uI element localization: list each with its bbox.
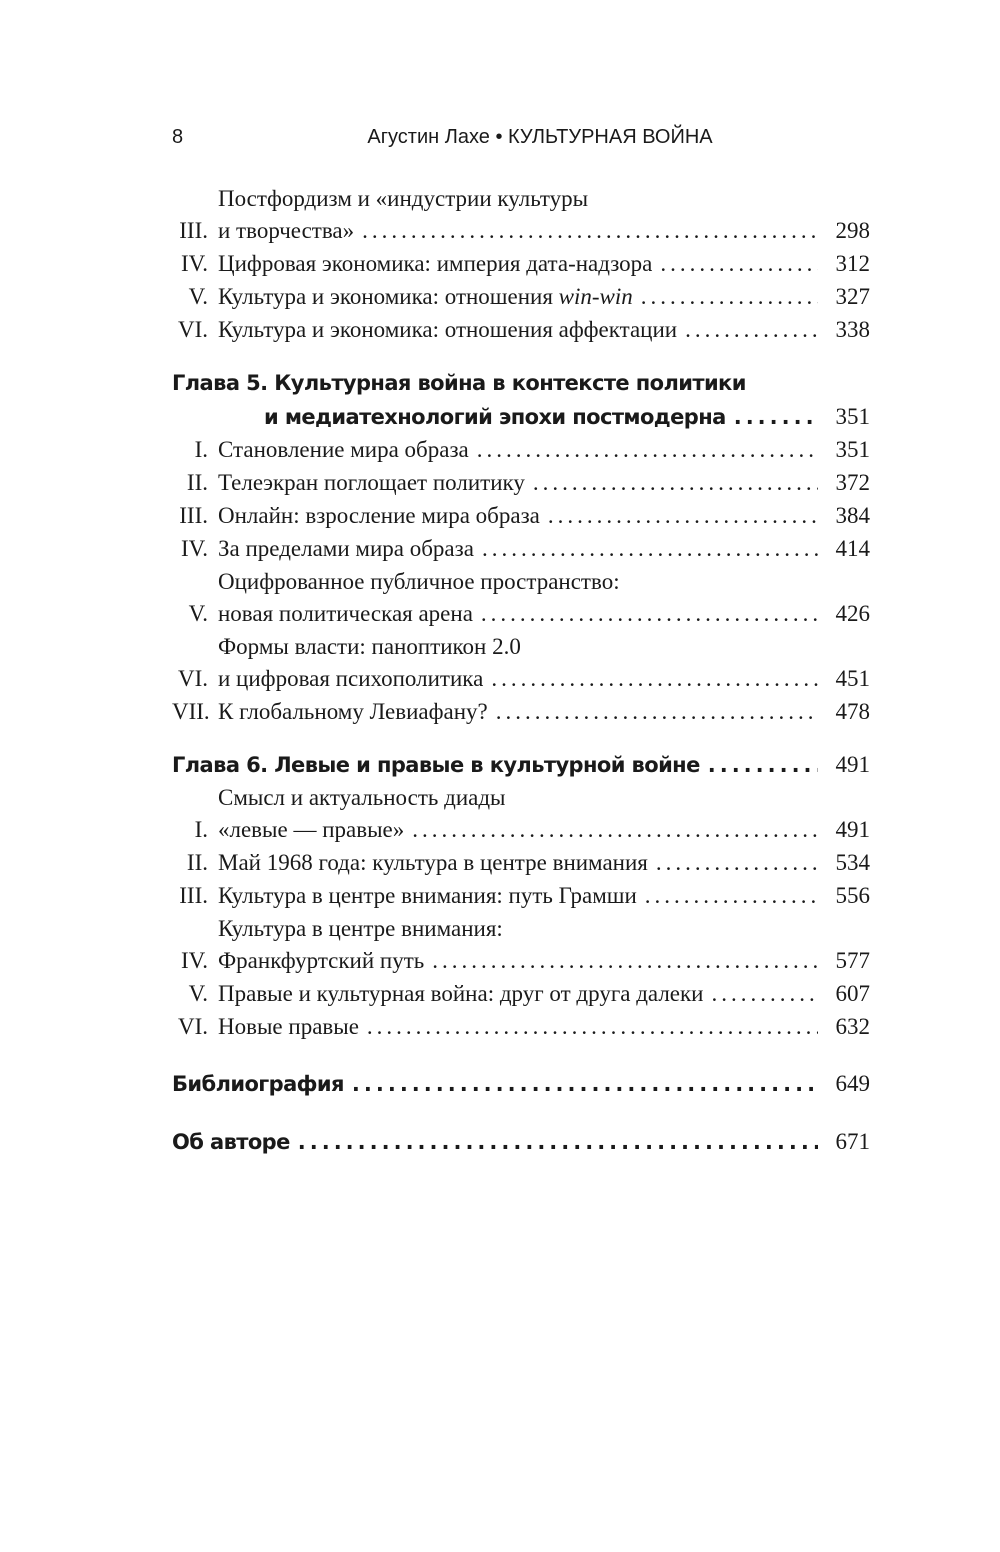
- page-ref: 338: [835, 317, 870, 342]
- toc-entry[interactable]: [172, 631, 870, 695]
- running-title: Агустин Лахе • КУЛЬТУРНАЯ ВОЙНА: [367, 126, 713, 148]
- section-number: I.: [194, 817, 208, 842]
- toc-entry[interactable]: [172, 533, 870, 565]
- section-number: VI.: [177, 666, 208, 691]
- toc-entry[interactable]: [172, 566, 870, 630]
- section-number: III.: [179, 883, 208, 908]
- leader-dots: [641, 281, 818, 313]
- leader-dots: [482, 533, 818, 565]
- section-title: За пределами мира образа: [218, 536, 474, 561]
- section-title: Франкфуртский путь: [218, 948, 425, 973]
- toc-entry[interactable]: [172, 880, 870, 912]
- section-title: Становление мира образа: [218, 437, 469, 462]
- section-title: Правые и культурная война: друг от друга далеки: [218, 981, 704, 1006]
- section-title: и цифровая психополитика: [218, 666, 484, 691]
- italic-term: win-win: [558, 284, 633, 309]
- leader-dots: [660, 248, 818, 280]
- leader-dots: [367, 1011, 818, 1043]
- leader-dots: [412, 814, 818, 846]
- section-title: Май 1968 года: культура в центре внимания: [218, 850, 648, 875]
- page-ref: 372: [835, 470, 870, 495]
- section-title: Новые правые: [218, 1014, 359, 1039]
- leader-dots: [712, 978, 819, 1010]
- page-ref: 478: [835, 699, 870, 724]
- chapter-title: Глава 5. Культурная война в контексте политики: [172, 371, 746, 395]
- page-ref: 671: [835, 1129, 870, 1154]
- toc-entry[interactable]: [172, 467, 870, 499]
- page-ref: 534: [835, 850, 870, 875]
- leader-dots: [708, 748, 818, 782]
- leader-dots: [477, 434, 818, 466]
- page-ref: 312: [835, 251, 870, 276]
- toc-entry[interactable]: [172, 500, 870, 532]
- page-ref: 491: [835, 752, 870, 777]
- section-title: Культура и экономика: отношения аффектации: [218, 317, 678, 342]
- leader-dots: [432, 945, 818, 977]
- page-ref: 632: [835, 1014, 870, 1039]
- toc-entry[interactable]: [172, 314, 870, 346]
- toc-chapter-5[interactable]: [172, 366, 870, 434]
- toc-entry[interactable]: [172, 1011, 870, 1043]
- page-ref: 577: [835, 948, 870, 973]
- leader-dots: [533, 467, 818, 499]
- toc-entry[interactable]: [172, 281, 870, 313]
- toc-entry[interactable]: [172, 978, 870, 1010]
- section-title: Культура в центре внимания:: [218, 916, 503, 941]
- page-ref: 414: [835, 536, 870, 561]
- section-number: V.: [188, 981, 208, 1006]
- toc-entry[interactable]: [172, 248, 870, 280]
- section-title: Цифровая экономика: империя дата-надзора: [218, 251, 653, 276]
- section-number: V.: [188, 284, 208, 309]
- running-header: [172, 118, 868, 158]
- chapter-title: Глава 6. Левые и правые в культурной войне: [172, 753, 700, 777]
- section-number: IV.: [180, 251, 208, 276]
- chapter-title: и медиатехнологий эпохи постмодерна: [264, 405, 726, 429]
- leader-dots: [481, 598, 818, 630]
- toc-entry[interactable]: [172, 696, 870, 728]
- leader-dots: [685, 314, 818, 346]
- section-title: новая политическая арена: [218, 601, 473, 626]
- page-ref: 649: [835, 1071, 870, 1096]
- section-title: Постфордизм и «индустрии культуры: [218, 186, 589, 211]
- leader-dots: [645, 880, 818, 912]
- toc-about-author[interactable]: [172, 1125, 870, 1159]
- toc-bibliography[interactable]: [172, 1067, 870, 1101]
- section-number: IV.: [180, 536, 208, 561]
- page-ref: 607: [835, 981, 870, 1006]
- toc-entry[interactable]: [172, 913, 870, 977]
- section-title: и творчества»: [218, 218, 355, 243]
- section-number: V.: [188, 601, 208, 626]
- section-title: Онлайн: взросление мира образа: [218, 503, 540, 528]
- leader-dots: [548, 500, 818, 532]
- leader-dots: [352, 1067, 818, 1101]
- page-number: 8: [172, 126, 184, 148]
- chapter-title: Библиография: [172, 1072, 344, 1096]
- page-ref: 556: [835, 883, 870, 908]
- leader-dots: [362, 215, 818, 247]
- section-number: II.: [186, 850, 208, 875]
- section-number: II.: [186, 470, 208, 495]
- section-title: Культура и экономика: отношения win-win: [218, 284, 633, 309]
- page-ref: 426: [835, 601, 870, 626]
- section-title: «левые — правые»: [218, 817, 405, 842]
- leader-dots: [491, 663, 818, 695]
- toc-entry[interactable]: [172, 434, 870, 466]
- leader-dots: [656, 847, 818, 879]
- chapter-title: Об авторе: [172, 1130, 290, 1154]
- leader-dots: [734, 400, 818, 434]
- page-ref: 327: [835, 284, 870, 309]
- toc-entry[interactable]: [172, 847, 870, 879]
- page-ref: 351: [835, 404, 870, 429]
- section-number: VI.: [177, 1014, 208, 1039]
- section-number: VII.: [172, 699, 210, 724]
- section-title: Телеэкран поглощает политику: [218, 470, 525, 495]
- section-number: IV.: [180, 948, 208, 973]
- section-number: III.: [179, 503, 208, 528]
- page-ref: 451: [835, 666, 870, 691]
- page-ref: 491: [835, 817, 870, 842]
- leader-dots: [298, 1125, 818, 1159]
- section-title: Культура в центре внимания: путь Грамши: [218, 883, 637, 908]
- section-number: III.: [179, 218, 208, 243]
- section-title: К глобальному Левиафану?: [218, 699, 488, 724]
- toc-entry[interactable]: [172, 183, 870, 247]
- section-title: Формы власти: паноптикон 2.0: [218, 634, 521, 659]
- toc-entry[interactable]: [172, 782, 870, 846]
- page-ref: 351: [835, 437, 870, 462]
- section-title: Оцифрованное публичное пространство:: [218, 569, 620, 594]
- section-number: I.: [194, 437, 208, 462]
- page-ref: 384: [835, 503, 870, 528]
- table-of-contents: [172, 183, 870, 1159]
- leader-dots: [496, 696, 818, 728]
- toc-chapter-6[interactable]: [172, 748, 870, 782]
- section-title: Смысл и актуальность диады: [218, 785, 506, 810]
- section-number: VI.: [177, 317, 208, 342]
- page-ref: 298: [835, 218, 870, 243]
